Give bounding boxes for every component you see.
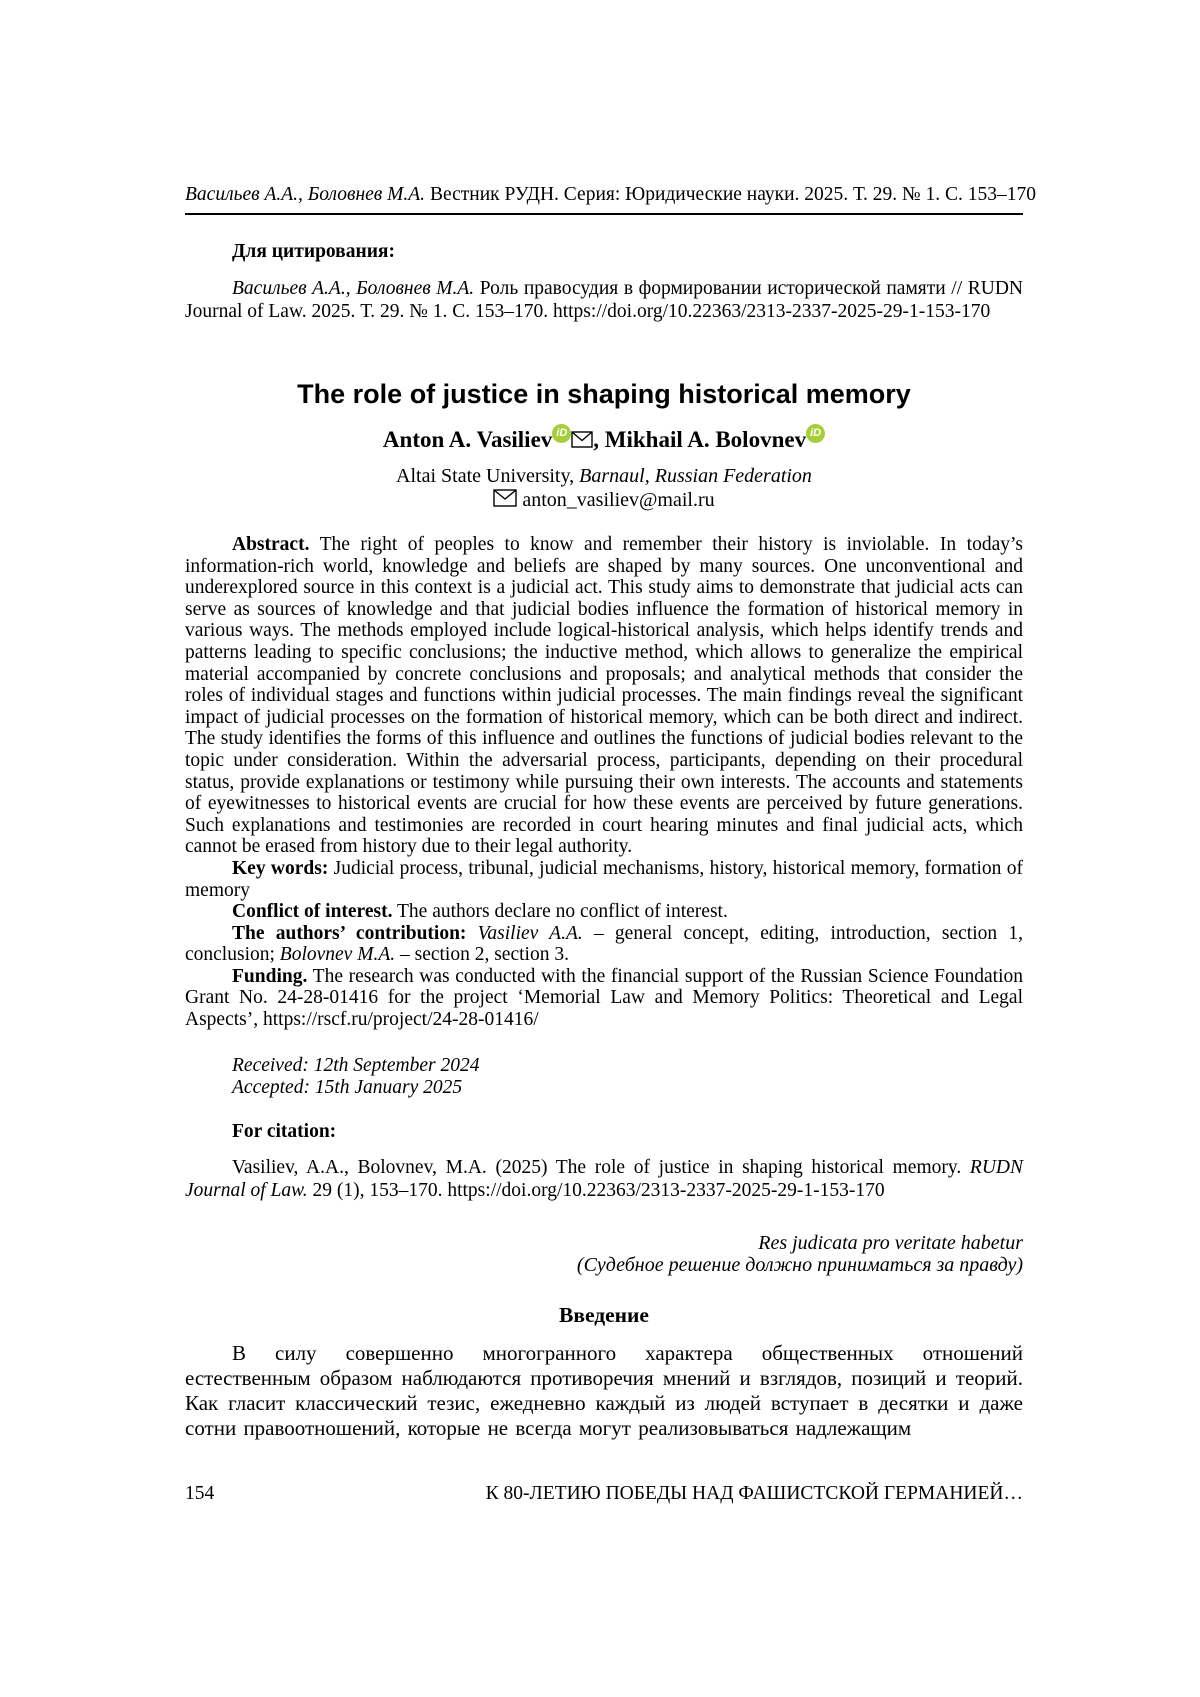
citation-en-paragraph	[185, 1156, 1023, 1202]
running-title: К 80-ЛЕТИЮ ПОБЕДЫ НАД ФАШИСТСКОЙ ГЕРМАНИЕЙ…	[485, 1483, 1023, 1504]
abstract-label: Abstract.	[232, 534, 310, 555]
contribution-text2: – section 2, section 3.	[395, 944, 569, 966]
keywords-text: Judicial process, tribunal, judicial mechanisms, history, historical memory, formation of memory	[185, 857, 1023, 901]
email-icon[interactable]	[493, 489, 517, 513]
for-citation-en-label: For citation:	[232, 1120, 337, 1142]
for-citation-ru-label: Для цитирования:	[232, 241, 395, 262]
article-title: The role of justice in shaping historical memory	[297, 379, 911, 409]
orcid-icon[interactable]: iD	[806, 424, 825, 443]
introduction-paragraph: В силу совершенно многогранного характера общественных отношений естественным образом наблюдаются противоречия мнений и взглядов, позиций и теорий. Как гласит классический тезис, ежедневно каждый из людей вступает в десятки и даже сотни правоотношений, которые не всегда могут реализовываться надлежащим	[185, 1340, 1023, 1440]
running-header-authors: Васильев А.А., Боловнев М.А.	[185, 184, 426, 205]
abstract-text: The right of peoples to know and remember their history is inviolable. In today’s information-rich world, knowledge and beliefs are shaped by many sources. One unconventional and underexplored source in this context is a judicial act. This study aims to demonstrate that judicial acts can serve as sources of knowledge and that judicial bodies influence the formation of historical memory in various ways. The methods employed include logical-historical analysis, which helps identify trends and patterns leading to specific conclusions; the inductive method, which allows to generalize the empirical material accompanied by concrete conclusions and proposals; and analytical methods that consider the roles of individual stages and functions within judicial processes. The main findings reveal the significant impact of judicial processes on the formation of historical memory, which can be both direct and indirect. The study identifies the forms of this influence and outlines the functions of judicial bodies relevant to the topic under consideration. Within the adversarial process, participants, depending on their procedural status, provide explanations or testimony while pursuing their own interests. The accounts and statements of eyewitnesses to historical events are crucial for how these events are perceived by future generations. Such explanations and testimonies are recorded in court hearing minutes and final judicial acts, which cannot be erased from history due to their legal authority.	[185, 534, 1023, 858]
dates-block	[185, 1055, 1023, 1099]
citation-ru-paragraph	[185, 277, 1023, 323]
contribution-author1: Vasiliev A.A.	[466, 922, 583, 944]
conflict-text: The authors declare no conflict of interest.	[392, 901, 728, 923]
running-header-journal-info: Вестник РУДН. Серия: Юридические науки. 2025. Т. 29. № 1. С. 153–170	[425, 184, 1036, 205]
keywords-paragraph	[185, 858, 1023, 901]
epigraph-translation: (Судебное решение должно приниматься за правду)	[576, 1254, 1023, 1277]
funding-label: Funding.	[232, 965, 308, 987]
citation-en-text: Vasiliev, A.A., Bolovnev, M.A. (2025) The role of justice in shaping historical memory.	[232, 1156, 970, 1178]
conflict-label: Conflict of interest.	[232, 901, 393, 923]
author-name-bolovnev: Mikhail A. Bolovnev	[604, 427, 807, 452]
epigraph-latin: Res judicata pro veritate habetur	[758, 1231, 1023, 1254]
affiliation-line	[185, 465, 1023, 488]
keywords-label: Key words:	[232, 857, 329, 879]
introduction-heading: Введение	[559, 1302, 649, 1327]
contribution-author2: Bolovnev M.A.	[279, 944, 396, 966]
orcid-icon[interactable]: iD	[552, 424, 571, 443]
citation-en-journal: RUDN Journal of Law.	[185, 1156, 1023, 1201]
corresponding-email[interactable]: anton_vasiliev@mail.ru	[522, 489, 715, 511]
funding-text: The research was conducted with the financial support of the Russian Science Foundation Grant No. 24-28-01416 for the project ‘Memorial Law and Memory Politics: Theoretical and Legal Aspects’, https://rscf.ru/project/24-28-01416/	[185, 965, 1023, 1031]
running-header	[185, 184, 1036, 215]
email-icon[interactable]	[571, 427, 593, 454]
author-separator: ,	[593, 427, 605, 452]
email-line	[185, 488, 1023, 512]
authors-line	[185, 426, 1023, 453]
contribution-paragraph	[185, 923, 1023, 966]
abstract-block	[185, 534, 1023, 1031]
funding-paragraph	[185, 966, 1023, 1031]
contribution-text1: – general concept, editing, introduction, section 1, conclusion;	[185, 922, 1023, 966]
affiliation-university: Altai State University,	[396, 465, 580, 487]
author-name-vasiliev: Anton A. Vasiliev	[382, 427, 553, 452]
citation-ru-authors: Васильев А.А., Боловнев М.А.	[232, 278, 475, 299]
abstract-paragraph	[185, 534, 1023, 858]
page-number: 154	[185, 1483, 215, 1504]
affiliation-location: Barnaul, Russian Federation	[579, 465, 812, 487]
citation-ru-text: Роль правосудия в формировании исторической памяти // RUDN Journal of Law. 2025. Т. 29. № 1. С. 153–170. https://doi.org/10.22363/2313-2337-2025-29-1-153-170	[185, 278, 1023, 322]
received-date: Received: 12th September 2024	[232, 1054, 480, 1076]
conflict-paragraph	[185, 901, 1023, 923]
accepted-date: Accepted: 15th January 2025	[232, 1076, 463, 1098]
contribution-label: The authors’ contribution:	[232, 922, 467, 944]
epigraph	[185, 1232, 1023, 1277]
page-content	[185, 0, 1036, 1441]
page-footer	[185, 1483, 1023, 1505]
citation-en-rest: 29 (1), 153–170. https://doi.org/10.22363/2313-2337-2025-29-1-153-170	[307, 1179, 885, 1201]
